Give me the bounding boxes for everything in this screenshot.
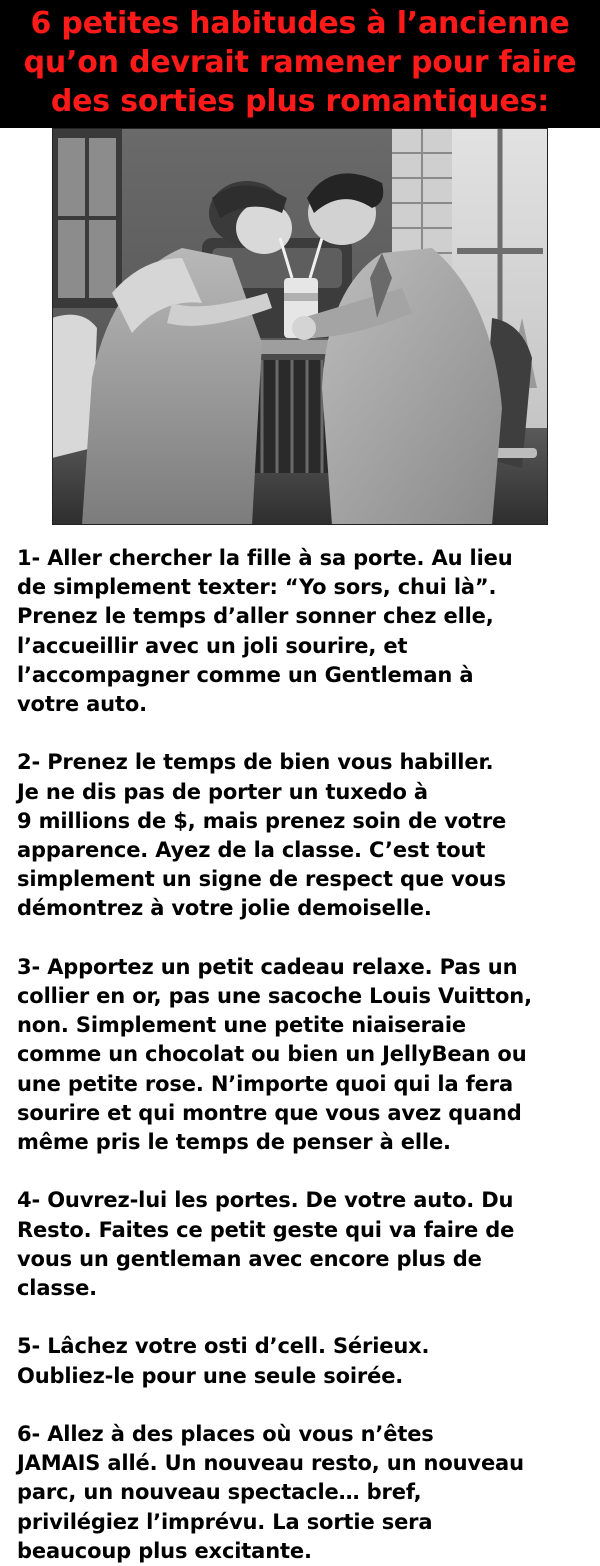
tip-4-line-2: Resto. Faites ce petit geste qui va faire de <box>17 1217 515 1242</box>
title-line-2: qu’on devrait ramener pour faire <box>23 45 577 80</box>
tip-4-line-1: 4- Ouvrez-lui les portes. De votre auto. Du <box>17 1188 514 1213</box>
tip-3-line-2: collier en or, pas une sacoche Louis Vuitton, <box>17 984 532 1009</box>
tip-1-line-2: de simplement texter: “Yo sors, chui là”. <box>17 575 497 600</box>
tip-4 <box>17 1186 597 1303</box>
tip-1-line-5: l’accompagner comme un Gentleman à <box>17 662 474 687</box>
tip-2-line-2: Je ne dis pas de porter un tuxedo à <box>17 779 428 804</box>
tip-6-line-2: JAMAIS allé. Un nouveau resto, un nouveau <box>17 1451 524 1476</box>
tip-2 <box>17 748 597 923</box>
tip-4-line-3: vous un gentleman avec encore plus de <box>17 1246 482 1271</box>
vintage-couple-photo <box>52 128 548 525</box>
page-title <box>0 4 600 121</box>
tip-3-line-1: 3- Apportez un petit cadeau relaxe. Pas un <box>17 954 518 979</box>
tip-6-line-4: privilégiez l’imprévu. La sortie sera <box>17 1509 433 1534</box>
tip-3-line-3: non. Simplement une petite niaiseraie <box>17 1013 466 1038</box>
tip-5 <box>17 1332 597 1390</box>
tip-6 <box>17 1420 597 1566</box>
tip-1 <box>17 544 597 719</box>
tip-1-line-6: votre auto. <box>17 692 147 717</box>
tip-1-line-4: l’accueillir avec un joli sourire, et <box>17 633 408 658</box>
tip-3-line-6: sourire et qui montre que vous avez quand <box>17 1100 522 1125</box>
tip-6-line-1: 6- Allez à des places où vous n’êtes <box>17 1422 434 1447</box>
tip-2-line-4: apparence. Ayez de la classe. C’est tout <box>17 838 486 863</box>
photo-illustration <box>52 128 548 525</box>
tip-5-line-1: 5- Lâchez votre osti d’cell. Sérieux. <box>17 1334 430 1359</box>
title-line-1: 6 petites habitudes à l’ancienne <box>30 6 570 41</box>
tip-2-line-3: 9 millions de $, mais prenez soin de votre <box>17 808 507 833</box>
tip-3-line-5: une petite rose. N’importe quoi qui la fera <box>17 1071 513 1096</box>
tips-list <box>17 544 597 1566</box>
tip-1-line-3: Prenez le temps d’aller sonner chez elle, <box>17 604 494 629</box>
tip-6-line-5: beaucoup plus excitante. <box>17 1538 312 1563</box>
tip-3-line-4: comme un chocolat ou bien un JellyBean ou <box>17 1042 527 1067</box>
title-line-3: des sorties plus romantiques: <box>50 84 550 119</box>
title-banner <box>0 0 600 128</box>
tip-2-line-6: démontrez à votre jolie demoiselle. <box>17 896 432 921</box>
tip-2-line-1: 2- Prenez le temps de bien vous habiller. <box>17 750 494 775</box>
tip-2-line-5: simplement un signe de respect que vous <box>17 867 506 892</box>
tip-1-line-1: 1- Aller chercher la fille à sa porte. Au lieu <box>17 546 513 570</box>
tip-3 <box>17 953 597 1157</box>
tip-6-line-3: parc, un nouveau spectacle… bref, <box>17 1480 422 1505</box>
tip-5-line-2: Oubliez-le pour une seule soirée. <box>17 1363 404 1388</box>
tip-4-line-4: classe. <box>17 1276 97 1301</box>
tip-3-line-7: même pris le temps de penser à elle. <box>17 1130 451 1155</box>
